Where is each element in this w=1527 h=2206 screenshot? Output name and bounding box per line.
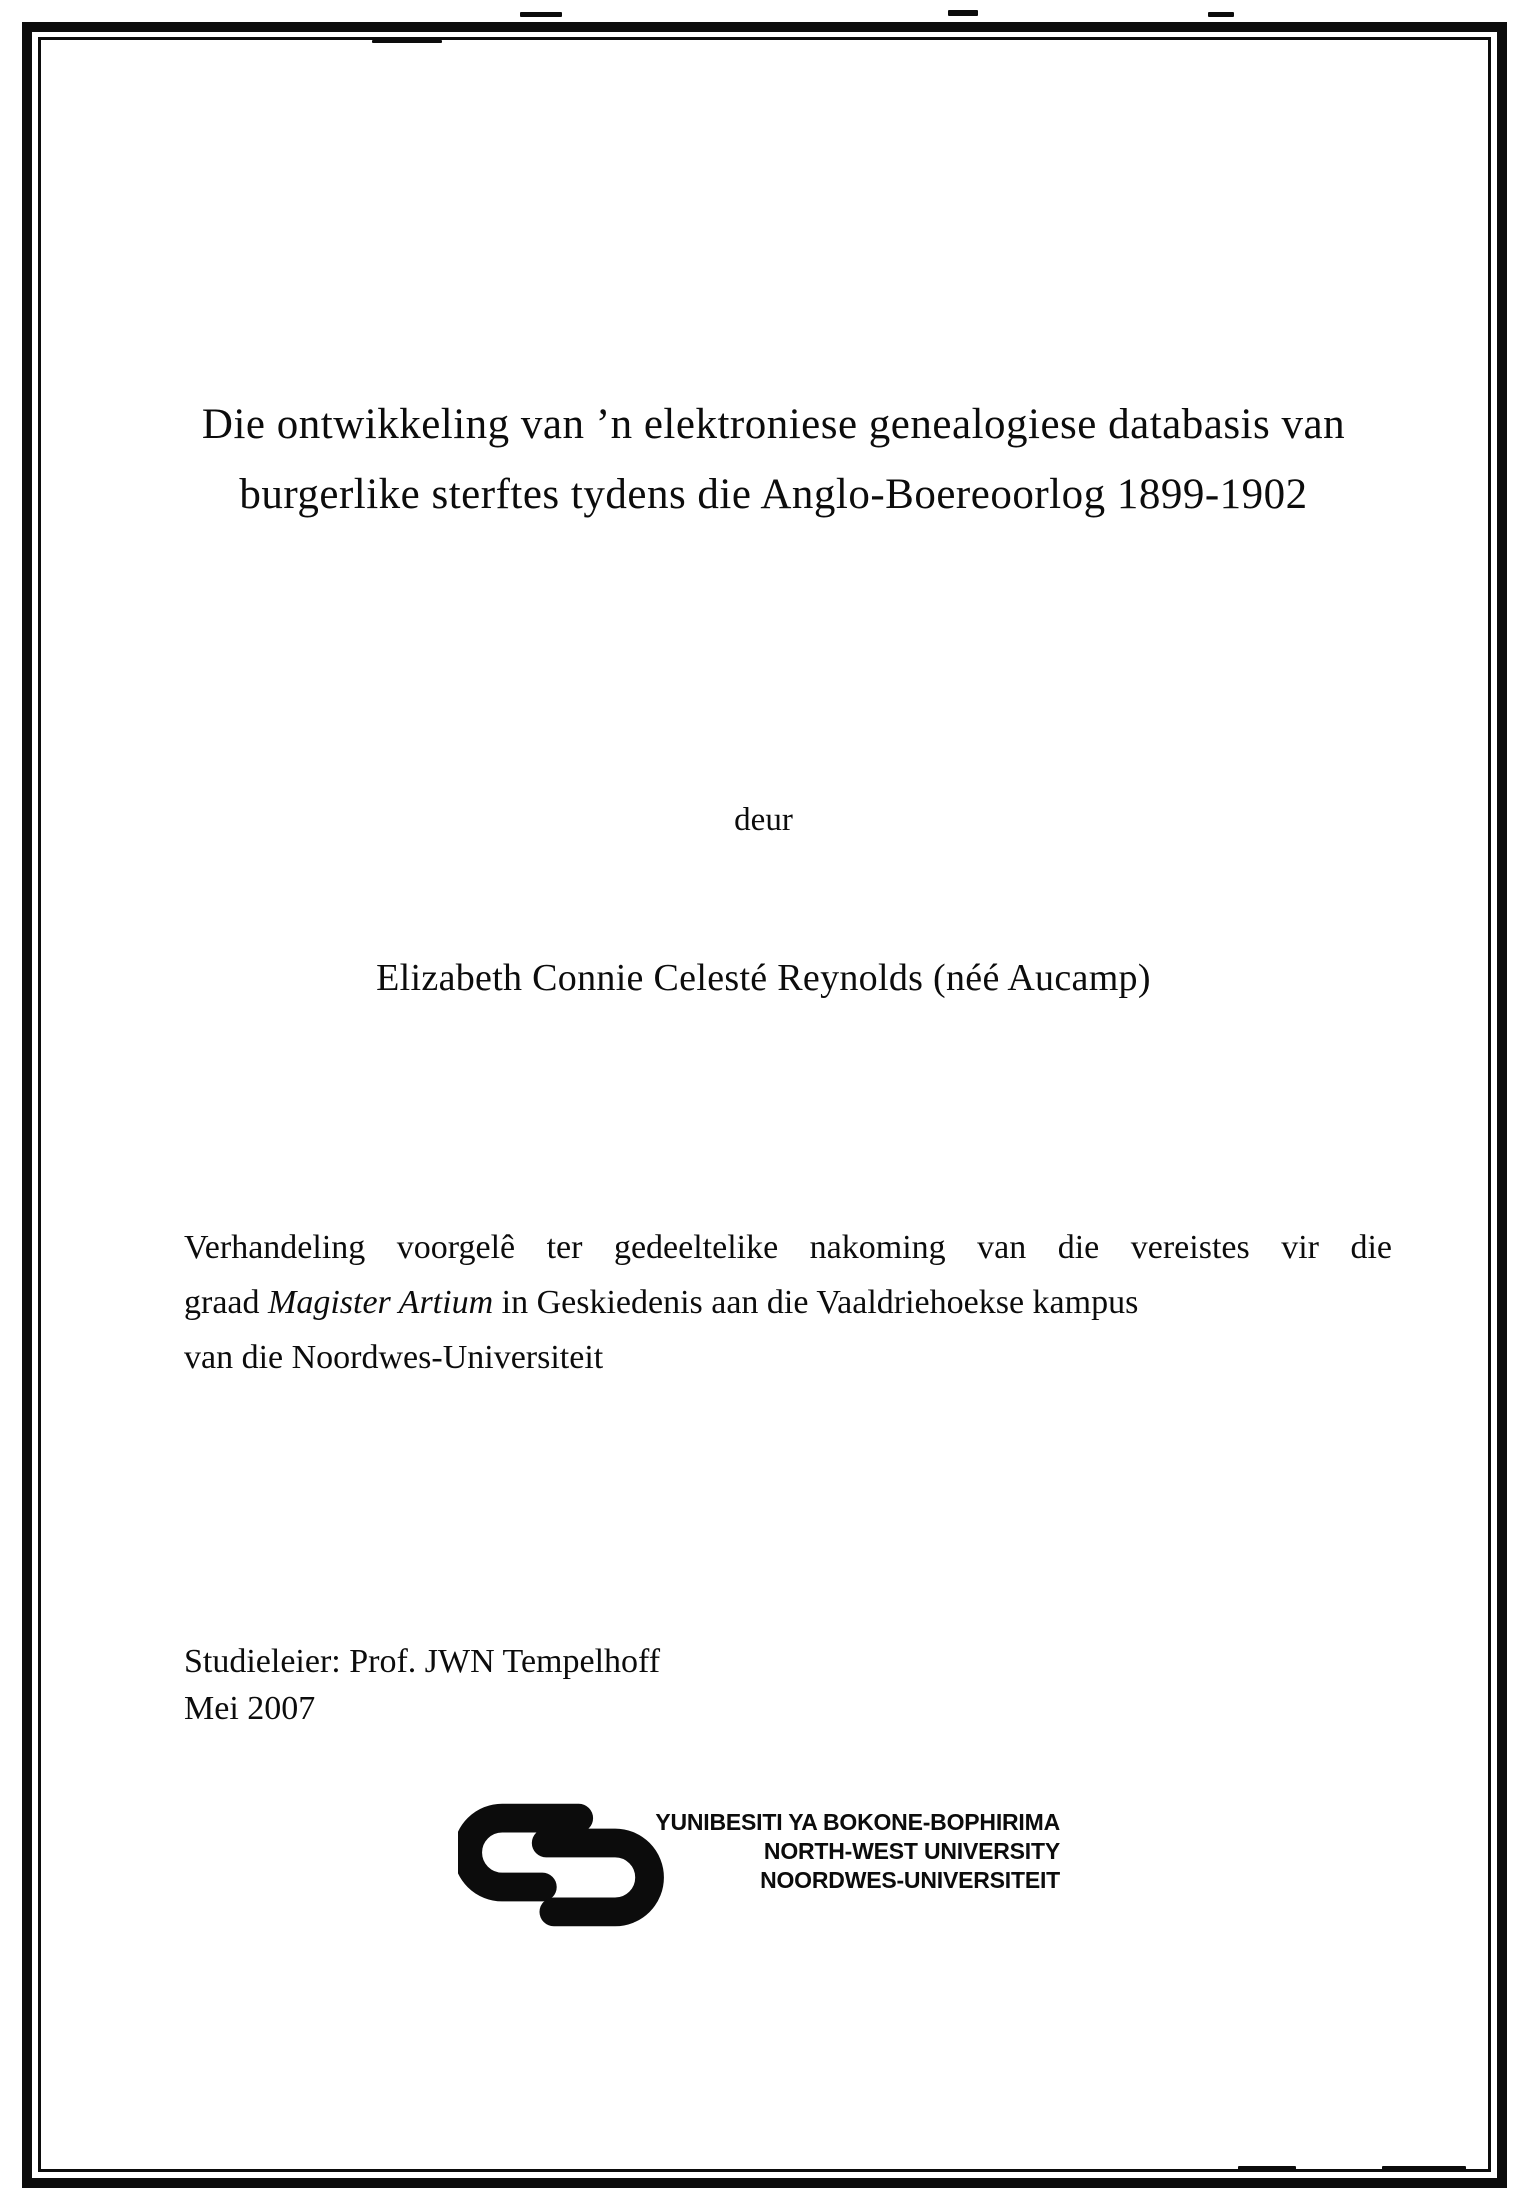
degree-name: Magister Artium (268, 1284, 494, 1321)
date-line: Mei 2007 (184, 1690, 316, 1727)
scan-artifact (372, 40, 442, 43)
scan-artifact (1382, 2166, 1466, 2170)
scan-artifact (520, 12, 562, 17)
supervisor-block (184, 1638, 660, 1732)
supervisor-line: Studieleier: Prof. JWN Tempelhoff (184, 1643, 661, 1680)
university-logo (458, 1796, 1078, 1946)
statement-line-3: van die Noordwes-Universiteit (184, 1339, 604, 1376)
scan-artifact (948, 10, 978, 16)
logo-line-afrikaans: NOORDWES-UNIVERSITEIT (760, 1867, 1060, 1893)
title-line-1: Die ontwikkeling van ’n elektroniese genealogiese databasis van (201, 401, 1346, 448)
degree-statement (184, 1220, 1392, 1385)
thesis-title (60, 390, 1487, 530)
university-logo-text (586, 1808, 1060, 1895)
statement-line-2 (184, 1275, 1392, 1330)
title-line-2: burgerlike sterftes tydens die Anglo-Boereoorlog 1899-1902 (239, 471, 1308, 518)
author-name: Elizabeth Connie Celesté Reynolds (néé Aucamp) (376, 957, 1151, 999)
statement-line-2-post: in Geskiedenis aan die Vaaldriehoekse kampus (493, 1284, 1139, 1321)
logo-line-english: NORTH-WEST UNIVERSITY (763, 1838, 1060, 1864)
logo-line-setswana: YUNIBESITI YA BOKONE-BOPHIRIMA (655, 1809, 1060, 1835)
scan-artifact (1238, 2166, 1296, 2170)
statement-line-2-pre: graad (184, 1284, 269, 1321)
statement-line-1: Verhandeling voorgelê ter gedeeltelike nakoming van die vereistes vir die (184, 1229, 1392, 1266)
scan-artifact (1208, 12, 1234, 17)
byline: deur (734, 802, 793, 838)
